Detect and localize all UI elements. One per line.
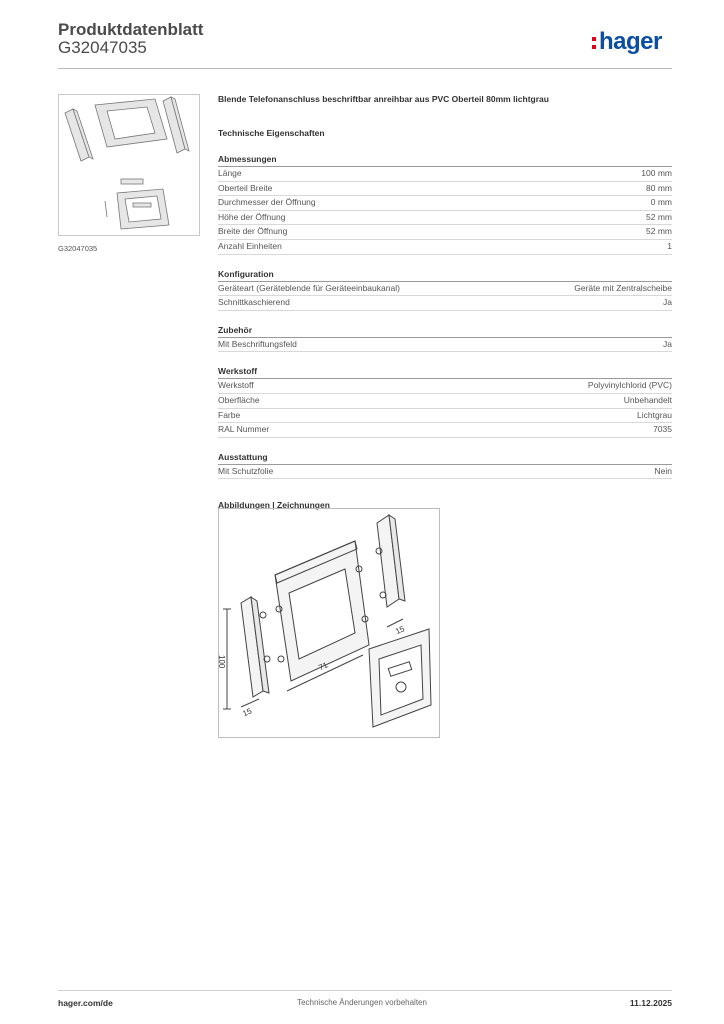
property-row <box>218 211 672 226</box>
thumbnail-caption: G32047035 <box>58 244 98 253</box>
property-label: Geräteart (Geräteblende für Geräteeinbaukanal) <box>218 282 400 293</box>
logo-text: hager <box>599 28 662 55</box>
property-sections <box>218 154 672 479</box>
property-value: 100 mm <box>641 168 672 178</box>
technical-drawing <box>218 508 440 738</box>
property-value: Ja <box>663 297 672 308</box>
property-value: 80 mm <box>646 182 672 193</box>
property-row <box>218 167 672 182</box>
property-label: Mit Beschriftungsfeld <box>218 338 297 349</box>
property-value: Nein <box>654 465 672 476</box>
product-code: G32047035 <box>58 38 147 57</box>
section-konfiguration <box>218 269 672 311</box>
section-title: Zubehör <box>218 325 672 338</box>
property-value: Lichtgrau <box>637 409 672 420</box>
footer-disclaimer: Technische Änderungen vorbehalten <box>297 998 427 1007</box>
property-row <box>218 423 672 438</box>
property-row <box>218 196 672 211</box>
property-row <box>218 394 672 409</box>
property-value: 0 mm <box>650 197 672 208</box>
section-werkstoff <box>218 366 672 437</box>
property-value: 1 <box>667 240 672 251</box>
footer-divider <box>58 990 672 991</box>
dimension-depth-left: 15 <box>241 706 254 719</box>
product-thumbnail <box>58 94 200 236</box>
property-label: Oberteil Breite <box>218 182 273 193</box>
property-label: Oberfläche <box>218 394 260 405</box>
property-row <box>218 379 672 394</box>
section-title: Konfiguration <box>218 269 672 282</box>
property-label: Schnittkaschierend <box>218 297 290 308</box>
property-value: Geräte mit Zentralscheibe <box>574 282 672 293</box>
page-title: Produktdatenblatt <box>58 20 204 39</box>
dimension-height: 100 <box>217 655 226 669</box>
property-label: Länge <box>218 168 242 178</box>
property-value: 52 mm <box>646 226 672 237</box>
dimension-width: 71 <box>317 660 330 673</box>
property-row <box>218 225 672 240</box>
section-title: Werkstoff <box>218 366 672 379</box>
section-title: Abmessungen <box>218 154 672 167</box>
property-label: Werkstoff <box>218 380 254 391</box>
section-zubehör <box>218 325 672 353</box>
property-row <box>218 338 672 353</box>
section-ausstattung <box>218 452 672 480</box>
property-label: Anzahl Einheiten <box>218 240 282 251</box>
property-row <box>218 465 672 480</box>
product-exploded-icon <box>59 95 199 235</box>
property-row <box>218 282 672 297</box>
section-abmessungen <box>218 154 672 255</box>
property-row <box>218 296 672 311</box>
technical-heading: Technische Eigenschaften <box>218 128 325 138</box>
hager-logo[interactable] <box>592 28 662 56</box>
figures-heading: Abbildungen | Zeichnungen <box>218 500 330 511</box>
property-value: Unbehandelt <box>623 394 672 405</box>
property-label: Mit Schutzfolie <box>218 465 274 476</box>
footer-website-link[interactable]: hager.com/de <box>58 998 113 1008</box>
section-title: Ausstattung <box>218 452 672 465</box>
property-value: 7035 <box>653 424 672 435</box>
footer-date: 11.12.2025 <box>629 998 672 1008</box>
property-label: Breite der Öffnung <box>218 226 288 237</box>
header-divider <box>58 68 672 69</box>
dimension-depth-right: 15 <box>394 624 406 637</box>
property-label: Durchmesser der Öffnung <box>218 197 316 208</box>
product-details <box>218 94 672 512</box>
dimension-drawing-icon <box>219 509 439 737</box>
property-label: Höhe der Öffnung <box>218 211 286 222</box>
logo-dots-icon <box>592 33 597 51</box>
property-row <box>218 240 672 255</box>
property-row <box>218 182 672 197</box>
property-value: 52 mm <box>646 211 672 222</box>
product-title: Blende Telefonanschluss beschriftbar anreihbar aus PVC Oberteil 80mm lichtgrau <box>218 94 549 104</box>
property-value: Ja <box>663 338 672 349</box>
property-label: RAL Nummer <box>218 424 270 435</box>
property-label: Farbe <box>218 409 241 420</box>
property-row <box>218 409 672 424</box>
property-value: Polyvinylchlorid (PVC) <box>587 380 672 391</box>
